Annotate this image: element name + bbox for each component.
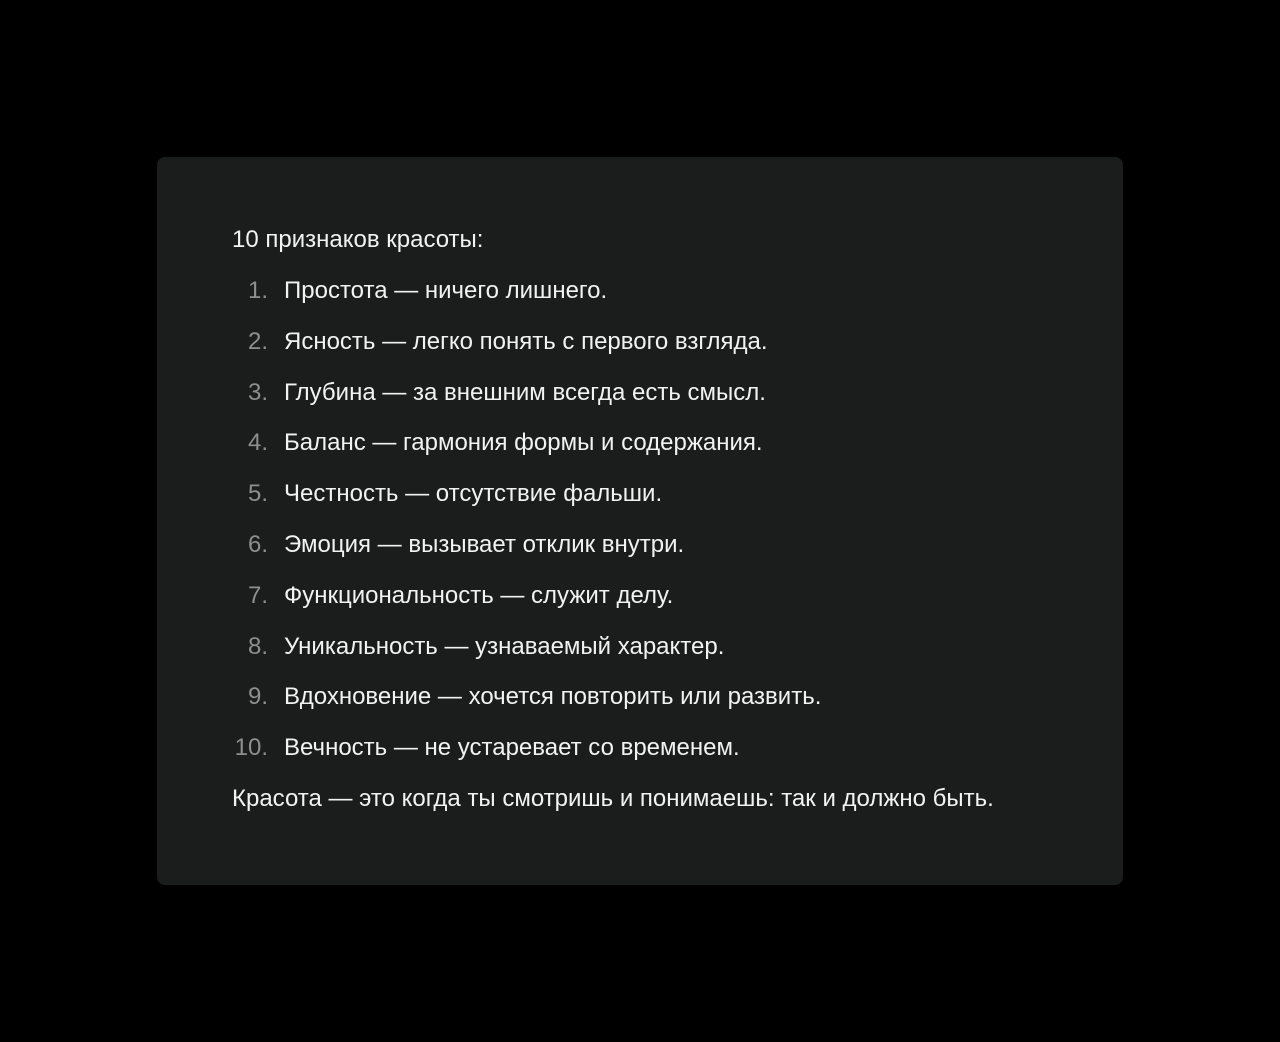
message-card bbox=[157, 157, 1123, 885]
list-item-text: Глубина — за внешним всегда есть смысл. bbox=[284, 378, 766, 406]
list-item bbox=[232, 731, 1092, 765]
list-item-text: Уникальность — узнаваемый характер. bbox=[284, 632, 725, 660]
list-item-text: Простота — ничего лишнего. bbox=[284, 277, 608, 304]
list-item-text: Ясность — легко понять с первого взгляда. bbox=[284, 327, 768, 355]
beauty-signs-list bbox=[232, 274, 1092, 765]
list-item-number: 1. bbox=[247, 277, 268, 304]
list-item-text: Честность — отсутствие фальши. bbox=[284, 480, 663, 508]
list-item-text: Вдохновение — хочется повторить или развить. bbox=[284, 683, 822, 711]
list-item-number: 5. bbox=[247, 480, 268, 508]
list-item-number: 8. bbox=[247, 632, 268, 660]
list-item-number: 10. bbox=[234, 734, 268, 762]
list-item-text: Функциональность — служит делу. bbox=[284, 581, 674, 609]
list-item-text: Эмоция — вызывает отклик внутри. bbox=[284, 530, 685, 558]
list-item-number: 7. bbox=[247, 581, 268, 609]
list-item bbox=[232, 477, 1092, 511]
list-item bbox=[232, 579, 1092, 613]
message-heading: 10 признаков красоты: bbox=[232, 226, 484, 253]
list-item bbox=[232, 680, 1092, 714]
message-conclusion: Красота — это когда ты смотришь и понимаешь: так и должно быть. bbox=[232, 784, 994, 812]
list-item bbox=[232, 630, 1092, 664]
list-item-text: Баланс — гармония формы и содержания. bbox=[284, 429, 763, 457]
list-item bbox=[232, 274, 1092, 308]
list-item bbox=[232, 426, 1092, 460]
list-item-number: 3. bbox=[247, 378, 268, 406]
list-item bbox=[232, 325, 1092, 359]
list-item bbox=[232, 528, 1092, 562]
list-item-number: 6. bbox=[247, 530, 268, 558]
list-item-number: 9. bbox=[247, 683, 268, 711]
list-item bbox=[232, 376, 1092, 410]
list-item-number: 4. bbox=[247, 429, 268, 457]
list-item-text: Вечность — не устаревает со временем. bbox=[284, 734, 740, 762]
message-content bbox=[232, 223, 1092, 816]
list-item-number: 2. bbox=[247, 327, 268, 355]
